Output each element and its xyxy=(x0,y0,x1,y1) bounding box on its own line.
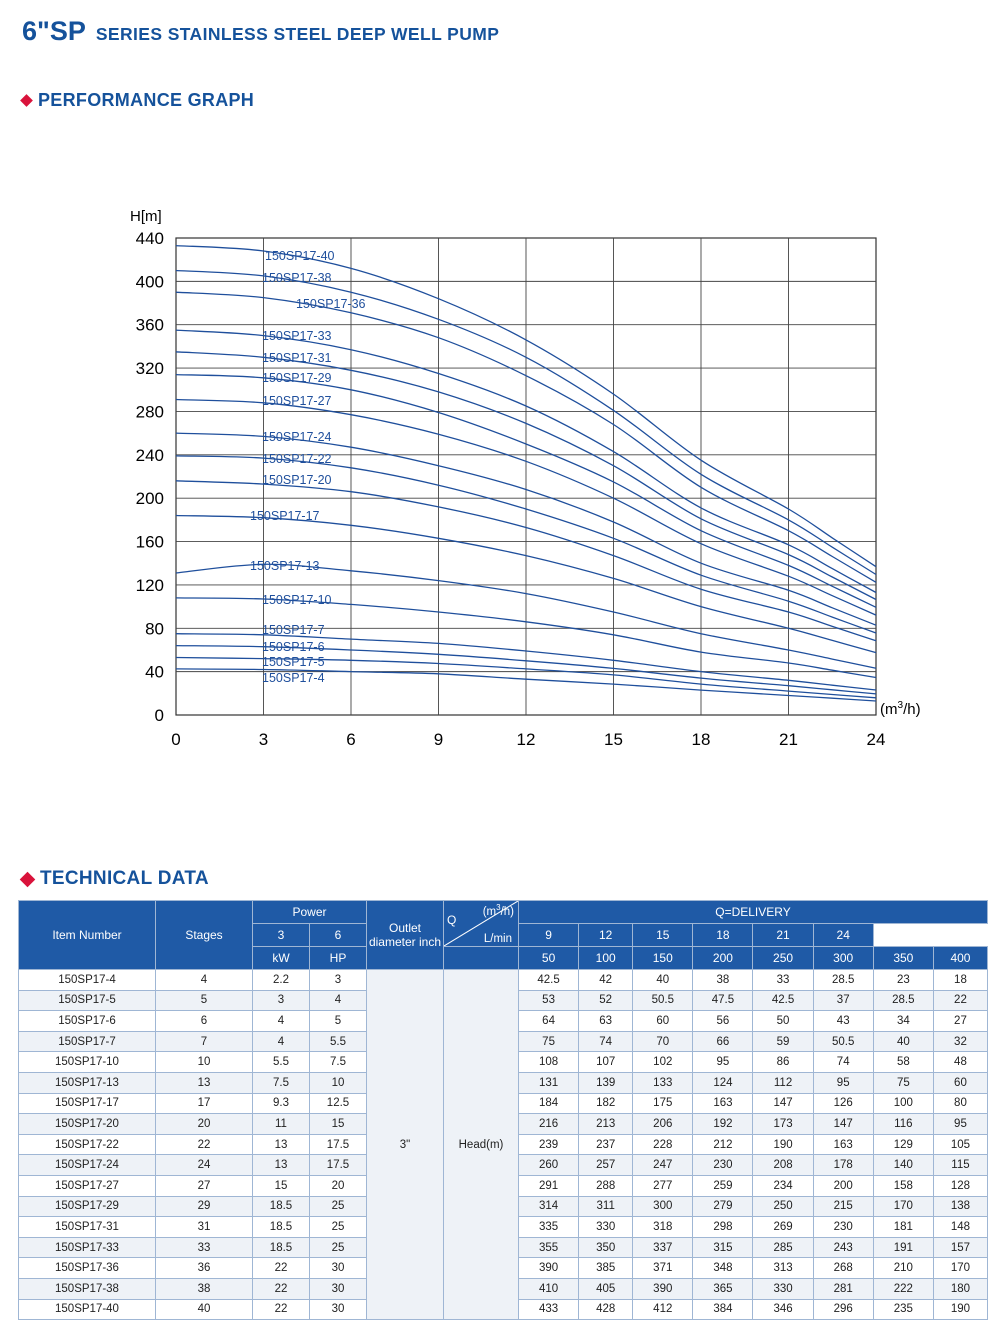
cell-delivery-9: 228 xyxy=(633,1134,693,1155)
cell-delivery-3: 75 xyxy=(519,1031,579,1052)
cell-delivery-9: 50.5 xyxy=(633,990,693,1011)
cell-stages: 22 xyxy=(156,1134,253,1155)
cell-delivery-24: 115 xyxy=(933,1155,987,1176)
cell-delivery-12: 365 xyxy=(693,1278,753,1299)
cell-delivery-24: 60 xyxy=(933,1072,987,1093)
cell-power-kw: 4 xyxy=(253,1011,310,1032)
x-tick-label: 12 xyxy=(516,730,536,749)
cell-delivery-24: 170 xyxy=(933,1258,987,1279)
cell-delivery-9: 60 xyxy=(633,1011,693,1032)
cell-delivery-24: 32 xyxy=(933,1031,987,1052)
cell-delivery-3: 53 xyxy=(519,990,579,1011)
cell-delivery-6: 52 xyxy=(579,990,633,1011)
cell-delivery-18: 296 xyxy=(813,1299,873,1320)
cell-item-number: 150SP17-40 xyxy=(19,1299,156,1320)
cell-power-hp: 3 xyxy=(310,970,367,991)
cell-power-kw: 18.5 xyxy=(253,1196,310,1217)
x-tick-label: 18 xyxy=(691,730,711,749)
th-outlet-diameter: Outlet diameter inch xyxy=(367,901,444,970)
cell-delivery-12: 230 xyxy=(693,1155,753,1176)
th-q-symbol: Q xyxy=(447,913,457,927)
cell-delivery-15: 33 xyxy=(753,970,813,991)
cell-delivery-9: 277 xyxy=(633,1175,693,1196)
cell-power-hp: 12.5 xyxy=(310,1093,367,1114)
table-head xyxy=(19,901,988,970)
th-q-m3h: $(m^3/h)$ xyxy=(482,903,514,918)
cell-outlet-diameter: 3" xyxy=(367,970,444,1320)
cell-power-kw: 7.5 xyxy=(253,1072,310,1093)
cell-delivery-9: 40 xyxy=(633,970,693,991)
cell-delivery-24: 80 xyxy=(933,1093,987,1114)
cell-delivery-6: 428 xyxy=(579,1299,633,1320)
cell-delivery-24: 190 xyxy=(933,1299,987,1320)
cell-delivery-3: 131 xyxy=(519,1072,579,1093)
performance-graph-label: PERFORMANCE GRAPH xyxy=(38,90,255,110)
cell-delivery-15: 190 xyxy=(753,1134,813,1155)
cell-delivery-18: 50.5 xyxy=(813,1031,873,1052)
cell-stages: 29 xyxy=(156,1196,253,1217)
cell-stages: 20 xyxy=(156,1114,253,1135)
cell-power-kw: 11 xyxy=(253,1114,310,1135)
chart-xlabel: $(m^3/h)$ xyxy=(880,700,921,718)
cell-delivery-9: 175 xyxy=(633,1093,693,1114)
cell-delivery-21: 235 xyxy=(873,1299,933,1320)
cell-stages: 36 xyxy=(156,1258,253,1279)
cell-delivery-21: 75 xyxy=(873,1072,933,1093)
curve-label-150SP17-22: 150SP17-22 xyxy=(262,452,332,466)
cell-delivery-6: 139 xyxy=(579,1072,633,1093)
cell-delivery-6: 182 xyxy=(579,1093,633,1114)
cell-delivery-3: 64 xyxy=(519,1011,579,1032)
th-stages: Stages xyxy=(156,901,253,970)
cell-item-number: 150SP17-36 xyxy=(19,1258,156,1279)
curve-label-150SP17-40: 150SP17-40 xyxy=(265,249,335,263)
cell-delivery-21: 181 xyxy=(873,1217,933,1238)
table-body xyxy=(19,970,988,1320)
cell-item-number: 150SP17-38 xyxy=(19,1278,156,1299)
table-head-row-1 xyxy=(19,901,988,924)
curve-label-150SP17-13: 150SP17-13 xyxy=(250,559,320,573)
cell-stages: 38 xyxy=(156,1278,253,1299)
th-m3h-18: 18 xyxy=(693,924,753,947)
y-tick-label: 360 xyxy=(135,315,164,335)
y-tick-label: 320 xyxy=(135,359,164,379)
th-lmin-150: 150 xyxy=(633,947,693,970)
cell-delivery-21: 23 xyxy=(873,970,933,991)
cell-delivery-18: 37 xyxy=(813,990,873,1011)
cell-power-hp: 30 xyxy=(310,1299,367,1320)
curve-label-150SP17-6: 150SP17-6 xyxy=(262,640,325,654)
cell-delivery-12: 348 xyxy=(693,1258,753,1279)
cell-power-hp: 10 xyxy=(310,1072,367,1093)
cell-delivery-24: 27 xyxy=(933,1011,987,1032)
cell-delivery-6: 405 xyxy=(579,1278,633,1299)
cell-delivery-18: 268 xyxy=(813,1258,873,1279)
x-tick-label: 21 xyxy=(779,730,798,749)
cell-delivery-9: 133 xyxy=(633,1072,693,1093)
cell-delivery-24: 105 xyxy=(933,1134,987,1155)
title-description: SERIES STAINLESS STEEL DEEP WELL PUMP xyxy=(95,24,500,44)
curve-label-150SP17-36: 150SP17-36 xyxy=(296,297,366,311)
cell-stages: 13 xyxy=(156,1072,253,1093)
cell-delivery-21: 116 xyxy=(873,1114,933,1135)
x-tick-label: 6 xyxy=(346,730,356,749)
cell-stages: 24 xyxy=(156,1155,253,1176)
chart-svg xyxy=(0,190,1006,790)
th-m3h-3: 3 xyxy=(253,924,310,947)
cell-delivery-9: 371 xyxy=(633,1258,693,1279)
cell-delivery-3: 42.5 xyxy=(519,970,579,991)
cell-stages: 10 xyxy=(156,1052,253,1073)
cell-delivery-6: 330 xyxy=(579,1217,633,1238)
cell-power-kw: 22 xyxy=(253,1299,310,1320)
title-model: 6"SP xyxy=(22,16,86,46)
cell-delivery-6: 350 xyxy=(579,1237,633,1258)
cell-item-number: 150SP17-17 xyxy=(19,1093,156,1114)
cell-delivery-15: 250 xyxy=(753,1196,813,1217)
cell-delivery-9: 337 xyxy=(633,1237,693,1258)
cell-delivery-18: 230 xyxy=(813,1217,873,1238)
curve-label-150SP17-31: 150SP17-31 xyxy=(262,351,332,365)
cell-delivery-18: 147 xyxy=(813,1114,873,1135)
cell-delivery-9: 70 xyxy=(633,1031,693,1052)
performance-chart xyxy=(0,190,1006,800)
cell-delivery-18: 281 xyxy=(813,1278,873,1299)
th-lmin-100: 100 xyxy=(579,947,633,970)
cell-power-hp: 25 xyxy=(310,1217,367,1238)
th-lmin-250: 250 xyxy=(753,947,813,970)
cell-delivery-6: 385 xyxy=(579,1258,633,1279)
cell-power-hp: 25 xyxy=(310,1237,367,1258)
cell-delivery-15: 173 xyxy=(753,1114,813,1135)
y-tick-label: 200 xyxy=(135,489,164,509)
cell-power-kw: 13 xyxy=(253,1134,310,1155)
cell-delivery-18: 95 xyxy=(813,1072,873,1093)
cell-power-kw: 5.5 xyxy=(253,1052,310,1073)
cell-item-number: 150SP17-5 xyxy=(19,990,156,1011)
cell-power-kw: 18.5 xyxy=(253,1237,310,1258)
th-m3h-21: 21 xyxy=(753,924,813,947)
cell-delivery-12: 124 xyxy=(693,1072,753,1093)
cell-delivery-21: 58 xyxy=(873,1052,933,1073)
cell-delivery-6: 107 xyxy=(579,1052,633,1073)
cell-delivery-18: 215 xyxy=(813,1196,873,1217)
th-m3h-24: 24 xyxy=(813,924,873,947)
cell-stages: 6 xyxy=(156,1011,253,1032)
cell-delivery-3: 216 xyxy=(519,1114,579,1135)
cell-delivery-12: 315 xyxy=(693,1237,753,1258)
cell-delivery-18: 178 xyxy=(813,1155,873,1176)
cell-item-number: 150SP17-27 xyxy=(19,1175,156,1196)
cell-head-label: Head(m) xyxy=(444,970,519,1320)
cell-delivery-3: 390 xyxy=(519,1258,579,1279)
cell-delivery-15: 50 xyxy=(753,1011,813,1032)
cell-delivery-9: 102 xyxy=(633,1052,693,1073)
cell-item-number: 150SP17-33 xyxy=(19,1237,156,1258)
curve-label-150SP17-38: 150SP17-38 xyxy=(262,271,332,285)
cell-item-number: 150SP17-22 xyxy=(19,1134,156,1155)
cell-stages: 17 xyxy=(156,1093,253,1114)
cell-power-hp: 15 xyxy=(310,1114,367,1135)
cell-delivery-9: 300 xyxy=(633,1196,693,1217)
performance-graph-heading xyxy=(22,90,254,111)
cell-stages: 40 xyxy=(156,1299,253,1320)
cell-delivery-12: 384 xyxy=(693,1299,753,1320)
cell-delivery-12: 279 xyxy=(693,1196,753,1217)
cell-delivery-12: 212 xyxy=(693,1134,753,1155)
th-power: Power xyxy=(253,901,367,924)
y-tick-label: 80 xyxy=(145,619,164,639)
technical-data-table-wrap xyxy=(18,900,988,1320)
cell-delivery-21: 129 xyxy=(873,1134,933,1155)
cell-delivery-21: 140 xyxy=(873,1155,933,1176)
cell-delivery-24: 95 xyxy=(933,1114,987,1135)
technical-data-table xyxy=(18,900,988,1320)
cell-delivery-24: 148 xyxy=(933,1217,987,1238)
cell-delivery-3: 355 xyxy=(519,1237,579,1258)
cell-delivery-15: 234 xyxy=(753,1175,813,1196)
cell-delivery-3: 410 xyxy=(519,1278,579,1299)
cell-item-number: 150SP17-31 xyxy=(19,1217,156,1238)
cell-delivery-12: 38 xyxy=(693,970,753,991)
curve-label-150SP17-20: 150SP17-20 xyxy=(262,473,332,487)
cell-delivery-15: 42.5 xyxy=(753,990,813,1011)
cell-delivery-3: 291 xyxy=(519,1175,579,1196)
cell-delivery-18: 28.5 xyxy=(813,970,873,991)
cell-delivery-15: 208 xyxy=(753,1155,813,1176)
cell-delivery-21: 170 xyxy=(873,1196,933,1217)
cell-power-hp: 30 xyxy=(310,1278,367,1299)
diamond-bullet-icon xyxy=(20,94,33,107)
cell-delivery-21: 222 xyxy=(873,1278,933,1299)
cell-item-number: 150SP17-24 xyxy=(19,1155,156,1176)
cell-delivery-24: 48 xyxy=(933,1052,987,1073)
th-lmin-col xyxy=(444,947,519,970)
cell-delivery-15: 330 xyxy=(753,1278,813,1299)
table-row xyxy=(19,970,988,991)
cell-delivery-12: 298 xyxy=(693,1217,753,1238)
cell-delivery-6: 311 xyxy=(579,1196,633,1217)
diamond-bullet-icon xyxy=(20,871,36,887)
cell-delivery-9: 390 xyxy=(633,1278,693,1299)
cell-delivery-12: 192 xyxy=(693,1114,753,1135)
cell-item-number: 150SP17-6 xyxy=(19,1011,156,1032)
cell-delivery-24: 128 xyxy=(933,1175,987,1196)
technical-data-heading xyxy=(22,868,209,890)
th-m3h-6: 6 xyxy=(310,924,367,947)
cell-stages: 31 xyxy=(156,1217,253,1238)
y-tick-label: 400 xyxy=(135,272,164,292)
cell-stages: 4 xyxy=(156,970,253,991)
cell-delivery-24: 138 xyxy=(933,1196,987,1217)
cell-delivery-15: 346 xyxy=(753,1299,813,1320)
cell-power-hp: 5 xyxy=(310,1011,367,1032)
cell-delivery-24: 180 xyxy=(933,1278,987,1299)
cell-item-number: 150SP17-10 xyxy=(19,1052,156,1073)
x-tick-label: 0 xyxy=(171,730,181,749)
cell-item-number: 150SP17-13 xyxy=(19,1072,156,1093)
cell-delivery-6: 237 xyxy=(579,1134,633,1155)
cell-delivery-21: 34 xyxy=(873,1011,933,1032)
cell-stages: 5 xyxy=(156,990,253,1011)
cell-power-kw: 15 xyxy=(253,1175,310,1196)
x-tick-label: 24 xyxy=(866,730,886,749)
cell-delivery-12: 259 xyxy=(693,1175,753,1196)
cell-power-hp: 4 xyxy=(310,990,367,1011)
cell-power-hp: 7.5 xyxy=(310,1052,367,1073)
page-title xyxy=(22,16,499,47)
th-m3h-12: 12 xyxy=(579,924,633,947)
cell-delivery-18: 43 xyxy=(813,1011,873,1032)
th-item-number: Item Number xyxy=(19,901,156,970)
cell-power-kw: 22 xyxy=(253,1278,310,1299)
cell-delivery-6: 288 xyxy=(579,1175,633,1196)
cell-power-kw: 22 xyxy=(253,1258,310,1279)
th-m3h-9: 9 xyxy=(519,924,579,947)
th-delivery: Q=DELIVERY xyxy=(519,901,988,924)
th-lmin-200: 200 xyxy=(693,947,753,970)
technical-data-label: TECHNICAL DATA xyxy=(40,868,209,889)
cell-delivery-21: 191 xyxy=(873,1237,933,1258)
cell-delivery-6: 63 xyxy=(579,1011,633,1032)
th-q-lmin: L/min xyxy=(483,933,512,945)
cell-delivery-12: 56 xyxy=(693,1011,753,1032)
cell-delivery-21: 210 xyxy=(873,1258,933,1279)
cell-delivery-3: 239 xyxy=(519,1134,579,1155)
cell-delivery-15: 269 xyxy=(753,1217,813,1238)
cell-stages: 27 xyxy=(156,1175,253,1196)
th-lmin-300: 300 xyxy=(813,947,873,970)
cell-delivery-6: 42 xyxy=(579,970,633,991)
cell-power-kw: 3 xyxy=(253,990,310,1011)
cell-delivery-6: 257 xyxy=(579,1155,633,1176)
cell-delivery-24: 18 xyxy=(933,970,987,991)
cell-delivery-3: 260 xyxy=(519,1155,579,1176)
th-hp: HP xyxy=(310,947,367,970)
cell-delivery-18: 163 xyxy=(813,1134,873,1155)
th-kw: kW xyxy=(253,947,310,970)
cell-delivery-15: 112 xyxy=(753,1072,813,1093)
curve-label-150SP17-4: 150SP17-4 xyxy=(262,671,325,685)
x-tick-label: 9 xyxy=(433,730,444,749)
y-tick-label: 0 xyxy=(154,706,164,725)
curve-label-150SP17-33: 150SP17-33 xyxy=(262,329,332,343)
cell-stages: 7 xyxy=(156,1031,253,1052)
cell-delivery-12: 47.5 xyxy=(693,990,753,1011)
cell-delivery-21: 100 xyxy=(873,1093,933,1114)
y-tick-label: 440 xyxy=(135,229,164,248)
cell-power-hp: 25 xyxy=(310,1196,367,1217)
cell-power-kw: 4 xyxy=(253,1031,310,1052)
cell-power-hp: 30 xyxy=(310,1258,367,1279)
cell-power-hp: 17.5 xyxy=(310,1134,367,1155)
cell-delivery-9: 318 xyxy=(633,1217,693,1238)
curve-label-150SP17-24: 150SP17-24 xyxy=(262,430,332,444)
cell-delivery-3: 184 xyxy=(519,1093,579,1114)
cell-item-number: 150SP17-20 xyxy=(19,1114,156,1135)
cell-power-hp: 20 xyxy=(310,1175,367,1196)
cell-stages: 33 xyxy=(156,1237,253,1258)
y-tick-label: 280 xyxy=(135,402,164,422)
cell-power-hp: 5.5 xyxy=(310,1031,367,1052)
cell-delivery-3: 314 xyxy=(519,1196,579,1217)
y-tick-label: 40 xyxy=(145,662,164,682)
x-tick-label: 15 xyxy=(604,730,623,749)
cell-delivery-3: 108 xyxy=(519,1052,579,1073)
cell-delivery-24: 22 xyxy=(933,990,987,1011)
curve-label-150SP17-5: 150SP17-5 xyxy=(262,655,325,669)
curve-label-150SP17-27: 150SP17-27 xyxy=(262,394,332,408)
y-tick-label: 120 xyxy=(135,575,164,595)
cell-power-kw: 13 xyxy=(253,1155,310,1176)
curve-label-150SP17-7: 150SP17-7 xyxy=(262,623,325,637)
cell-delivery-9: 206 xyxy=(633,1114,693,1135)
y-tick-label: 160 xyxy=(135,532,164,552)
cell-delivery-15: 313 xyxy=(753,1258,813,1279)
cell-delivery-15: 285 xyxy=(753,1237,813,1258)
cell-delivery-3: 433 xyxy=(519,1299,579,1320)
curve-label-150SP17-10: 150SP17-10 xyxy=(262,593,332,607)
cell-power-kw: 18.5 xyxy=(253,1217,310,1238)
cell-delivery-6: 74 xyxy=(579,1031,633,1052)
cell-delivery-12: 66 xyxy=(693,1031,753,1052)
chart-ylabel: H[m] xyxy=(130,208,162,225)
cell-delivery-6: 213 xyxy=(579,1114,633,1135)
th-q-units xyxy=(444,901,519,947)
cell-delivery-15: 86 xyxy=(753,1052,813,1073)
cell-delivery-3: 335 xyxy=(519,1217,579,1238)
cell-delivery-18: 126 xyxy=(813,1093,873,1114)
cell-delivery-21: 28.5 xyxy=(873,990,933,1011)
cell-delivery-21: 158 xyxy=(873,1175,933,1196)
curve-label-150SP17-29: 150SP17-29 xyxy=(262,371,332,385)
cell-power-hp: 17.5 xyxy=(310,1155,367,1176)
cell-power-kw: 2.2 xyxy=(253,970,310,991)
cell-item-number: 150SP17-4 xyxy=(19,970,156,991)
th-m3h-15: 15 xyxy=(633,924,693,947)
cell-delivery-15: 59 xyxy=(753,1031,813,1052)
cell-delivery-18: 243 xyxy=(813,1237,873,1258)
th-lmin-400: 400 xyxy=(933,947,987,970)
th-lmin-350: 350 xyxy=(873,947,933,970)
cell-delivery-15: 147 xyxy=(753,1093,813,1114)
cell-power-kw: 9.3 xyxy=(253,1093,310,1114)
cell-delivery-24: 157 xyxy=(933,1237,987,1258)
y-tick-label: 240 xyxy=(135,445,164,465)
cell-delivery-18: 200 xyxy=(813,1175,873,1196)
cell-delivery-9: 247 xyxy=(633,1155,693,1176)
cell-delivery-9: 412 xyxy=(633,1299,693,1320)
cell-delivery-12: 95 xyxy=(693,1052,753,1073)
cell-item-number: 150SP17-29 xyxy=(19,1196,156,1217)
cell-delivery-18: 74 xyxy=(813,1052,873,1073)
x-tick-label: 3 xyxy=(258,730,269,749)
curve-label-150SP17-17: 150SP17-17 xyxy=(250,509,320,523)
cell-item-number: 150SP17-7 xyxy=(19,1031,156,1052)
cell-delivery-21: 40 xyxy=(873,1031,933,1052)
cell-delivery-12: 163 xyxy=(693,1093,753,1114)
th-lmin-50: 50 xyxy=(519,947,579,970)
